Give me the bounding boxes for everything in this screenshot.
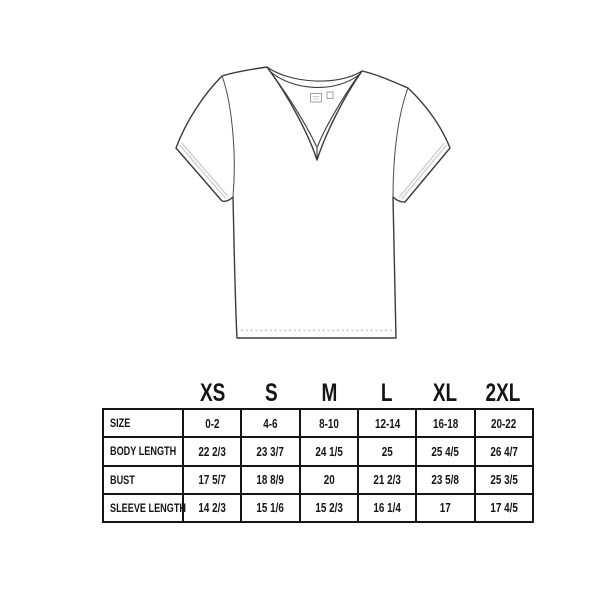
cell-text: 15 1/6 xyxy=(256,500,285,516)
size-chart-header-row xyxy=(184,374,532,406)
cell-text: 22 2/3 xyxy=(198,443,226,459)
back-collar-band xyxy=(267,67,362,87)
size-chart-column-header xyxy=(300,381,358,406)
size-chart-cell xyxy=(184,410,240,436)
cell-text: 21 2/3 xyxy=(373,472,401,488)
cell-text: 20 xyxy=(323,472,335,488)
size-chart-column-header xyxy=(184,381,242,406)
size-chart-cell xyxy=(417,495,473,521)
cell-text: 16 1/4 xyxy=(373,500,401,516)
cell-text: 17 5/7 xyxy=(198,472,226,488)
row-label-text: SLEEVE LENGTH xyxy=(110,500,187,515)
size-chart-cell xyxy=(301,495,357,521)
cell-text: 8-10 xyxy=(318,415,339,431)
size-chart-cell xyxy=(476,495,532,521)
size-chart-cell xyxy=(242,438,298,464)
size-chart-column-header xyxy=(358,381,416,406)
size-chart-column-header xyxy=(474,381,532,406)
size-chart-row-label xyxy=(104,438,182,464)
cell-text: 18 8/9 xyxy=(256,472,285,488)
size-chart-cell xyxy=(476,438,532,464)
size-chart-cell xyxy=(359,467,415,493)
row-label-text: BODY LENGTH xyxy=(110,444,177,459)
cell-text: 24 1/5 xyxy=(315,443,343,459)
column-header-text: XL xyxy=(432,379,458,407)
column-header-text: S xyxy=(264,379,278,407)
size-chart-cell xyxy=(417,467,473,493)
cell-text: 20-22 xyxy=(491,415,517,431)
column-header-text: L xyxy=(381,379,393,407)
cell-text: 26 4/7 xyxy=(490,443,518,459)
cell-text: 17 4/5 xyxy=(490,500,518,516)
size-tab xyxy=(327,92,333,99)
cell-text: 16-18 xyxy=(432,415,459,431)
size-chart-cell xyxy=(242,495,298,521)
size-chart-table xyxy=(102,408,534,523)
size-chart-cell xyxy=(359,410,415,436)
size-chart-row-label xyxy=(104,495,187,521)
tshirt-body-outline xyxy=(176,67,450,338)
size-chart-cell xyxy=(184,467,240,493)
column-header-text: XS xyxy=(200,379,226,407)
size-chart-column-header xyxy=(242,381,300,406)
size-chart-cell xyxy=(301,438,357,464)
cell-text: 17 xyxy=(439,500,451,516)
cell-text: 4-6 xyxy=(263,415,278,431)
size-chart-cell xyxy=(476,467,532,493)
size-chart-cell xyxy=(184,495,240,521)
row-label-text: SIZE xyxy=(110,416,131,431)
size-chart-cell xyxy=(242,410,298,436)
size-chart-column-header xyxy=(416,381,474,406)
column-header-text: M xyxy=(321,379,337,407)
row-label-text: BUST xyxy=(110,472,135,487)
size-chart-row-label xyxy=(104,410,182,436)
size-chart-cell xyxy=(359,438,415,464)
size-chart-cell xyxy=(184,438,240,464)
size-chart-row-label xyxy=(104,467,182,493)
size-chart-cell xyxy=(301,467,357,493)
size-chart-cell xyxy=(301,410,357,436)
cell-text: 14 2/3 xyxy=(198,500,226,516)
size-chart-cell xyxy=(417,438,473,464)
care-label xyxy=(311,94,322,103)
cell-text: 23 5/8 xyxy=(431,472,460,488)
cell-text: 12-14 xyxy=(374,415,400,431)
cell-text: 0-2 xyxy=(205,415,220,431)
cell-text: 15 2/3 xyxy=(315,500,343,516)
column-header-text: 2XL xyxy=(485,379,521,407)
size-chart-cell xyxy=(242,467,298,493)
cell-text: 25 4/5 xyxy=(431,443,460,459)
size-chart-cell xyxy=(476,410,532,436)
cell-text: 23 3/7 xyxy=(256,443,285,459)
cell-text: 25 3/5 xyxy=(490,472,518,488)
size-chart-cell xyxy=(417,410,473,436)
cell-text: 25 xyxy=(381,443,393,459)
size-chart-cell xyxy=(359,495,415,521)
